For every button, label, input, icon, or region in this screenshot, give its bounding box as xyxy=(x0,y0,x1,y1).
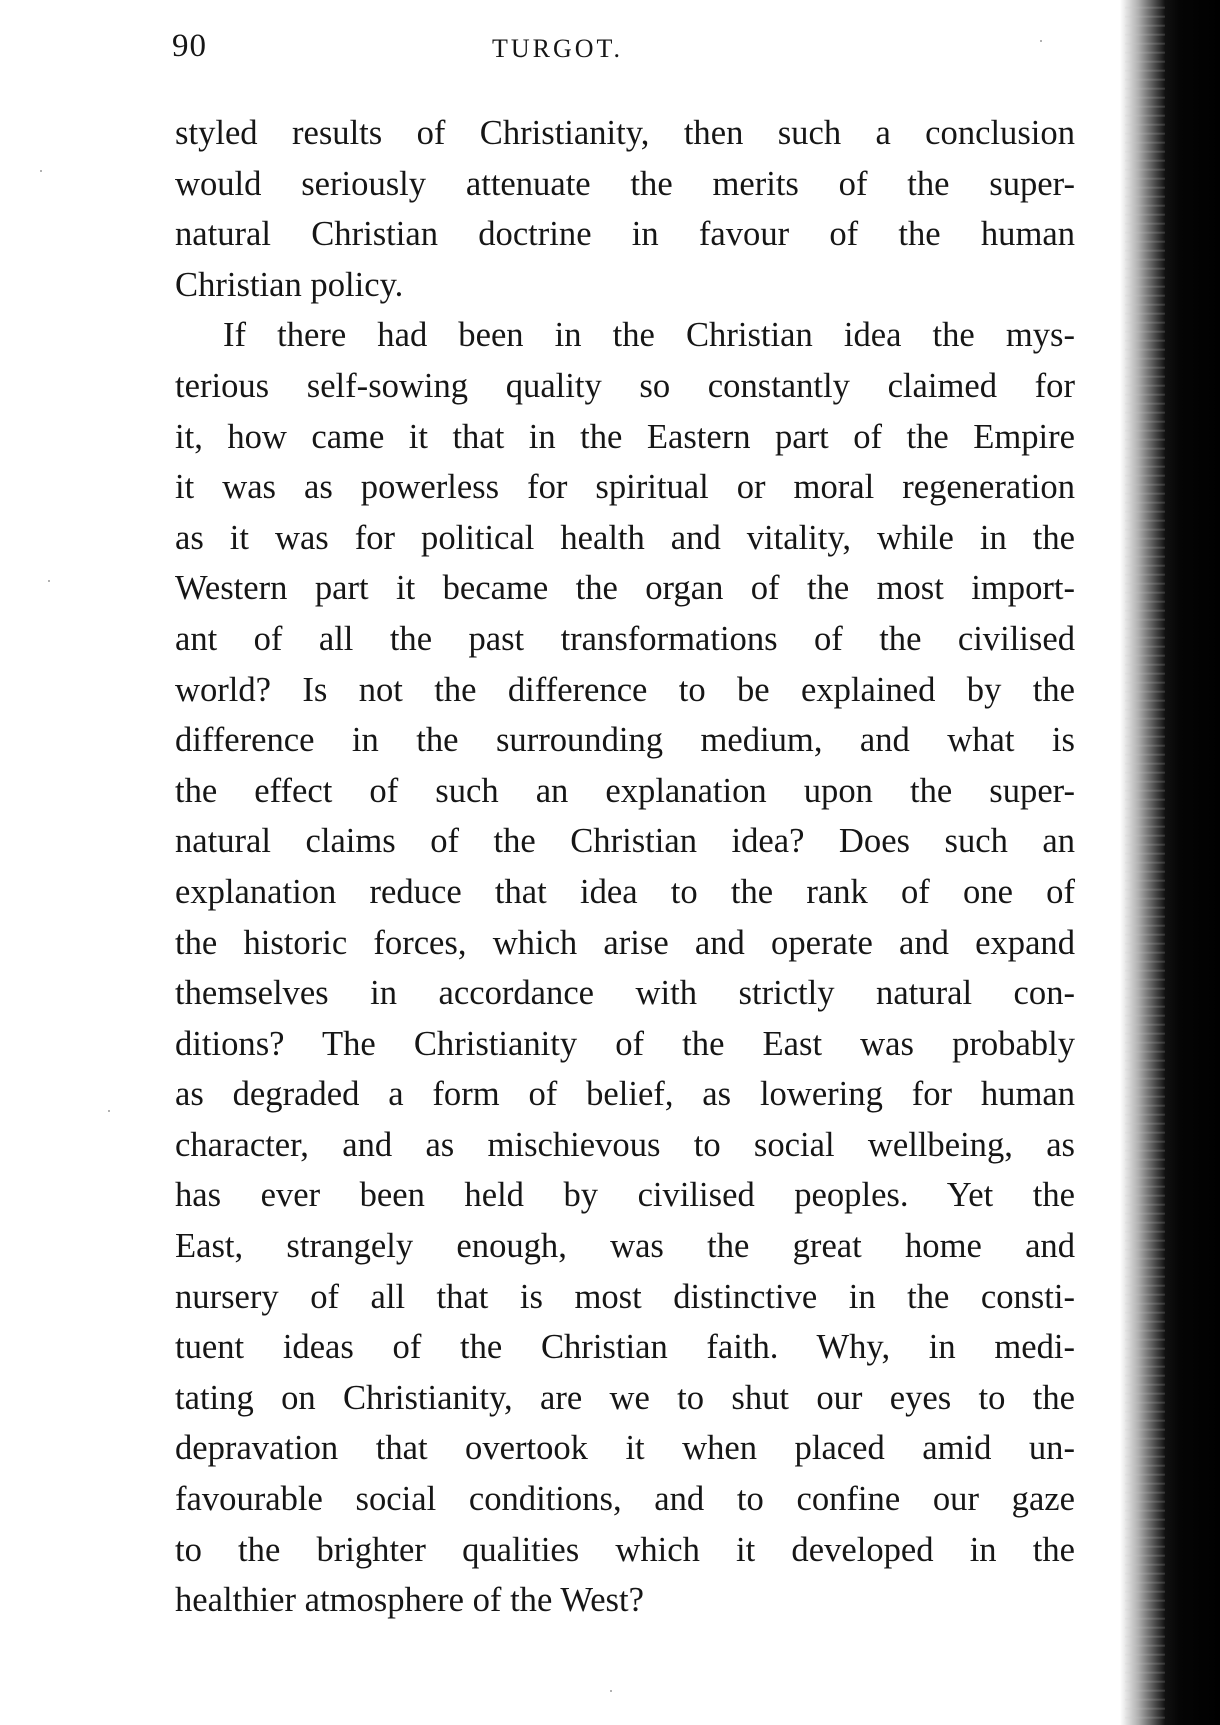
text-line: would seriously attenuate the merits of the super- xyxy=(175,164,1075,203)
text-line: to the brighter qualities which it developed in the xyxy=(175,1530,1075,1569)
text-line: natural Christian doctrine in favour of the human xyxy=(175,215,1075,254)
scan-speck xyxy=(1040,40,1042,42)
text-line: explanation reduce that idea to the rank of one of xyxy=(175,872,1075,911)
text-line: tuent ideas of the Christian faith. Why, in medi- xyxy=(175,1328,1075,1367)
text-line: the historic forces, which arise and operate and expand xyxy=(175,923,1075,962)
scan-speck xyxy=(48,580,50,582)
text-line: the effect of such an explanation upon the super- xyxy=(175,771,1075,810)
text-line: If there had been in the Christian idea the mys- xyxy=(223,316,1075,355)
text-line: themselves in accordance with strictly natural con- xyxy=(175,974,1075,1013)
text-line: it, how came it that in the Eastern part of the Empire xyxy=(175,417,1075,456)
text-line: has ever been held by civilised peoples. Yet the xyxy=(175,1176,1075,1215)
text-line: Western part it became the organ of the most import- xyxy=(175,569,1075,608)
text-line: depravation that overtook it when placed amid un- xyxy=(175,1429,1075,1468)
text-line: styled results of Christianity, then such a conclusion xyxy=(175,114,1075,152)
scan-speck xyxy=(40,170,42,172)
text-line: as it was for political health and vitality, while in the xyxy=(175,518,1075,557)
text-line: terious self-sowing quality so constantly claimed for xyxy=(175,366,1075,405)
text-line: Christian policy. xyxy=(175,265,404,304)
text-line: East, strangely enough, was the great home and xyxy=(175,1227,1075,1266)
text-line: world? Is not the difference to be explained by the xyxy=(175,670,1075,709)
text-line: it was as powerless for spiritual or moral regeneration xyxy=(175,468,1075,507)
text-line: favourable social conditions, and to confine our gaze xyxy=(175,1480,1075,1519)
scan-speck xyxy=(108,1110,110,1112)
text-line: as degraded a form of belief, as lowering for human xyxy=(175,1075,1075,1114)
body-text xyxy=(175,108,1075,1626)
text-line: difference in the surrounding medium, and what is xyxy=(175,721,1075,760)
text-line: tating on Christianity, are we to shut our eyes to the xyxy=(175,1378,1075,1417)
scan-speck xyxy=(610,1690,612,1692)
page-number: 90 xyxy=(172,28,207,64)
text-line: nursery of all that is most distinctive in the consti- xyxy=(175,1277,1075,1316)
text-line: ditions? The Christianity of the East was probably xyxy=(175,1024,1075,1063)
running-title: TURGOT. xyxy=(491,34,623,63)
text-line: character, and as mischievous to social wellbeing, as xyxy=(175,1125,1075,1164)
text-line: ant of all the past transformations of the civilised xyxy=(175,619,1075,658)
text-line: natural claims of the Christian idea? Does such an xyxy=(175,822,1075,861)
scan-edge-texture xyxy=(1125,0,1165,1725)
text-line: healthier atmosphere of the West? xyxy=(175,1581,644,1620)
